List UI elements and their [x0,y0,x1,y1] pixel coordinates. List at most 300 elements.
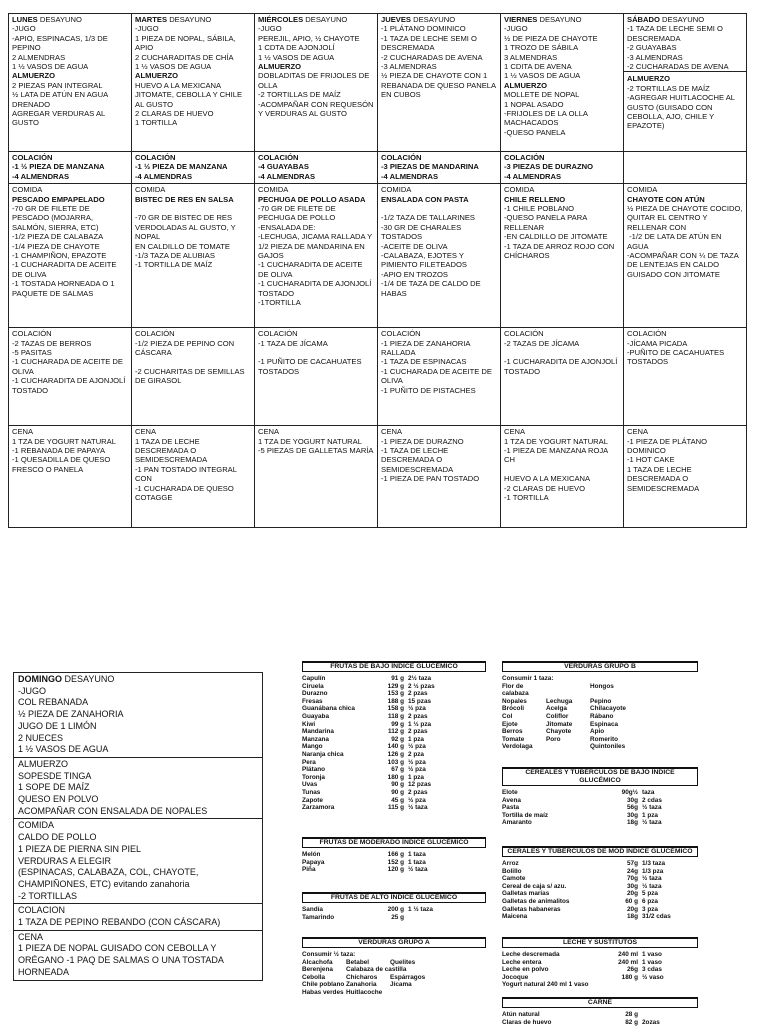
table-cell: 180 g [621,973,638,981]
table-cell: 1 pza [408,773,424,781]
table-cell: 30g [626,796,638,804]
morning-snack-cell-jueves [378,152,501,184]
meal-dish: PECHUGA DE POLLO ASADA [258,194,366,204]
table-title: FRUTAS DE BAJO ÍNDICE GLUCÉMICO [302,661,486,672]
table-cell: 118 g [388,712,404,720]
lunch-title: ALMUERZO [627,74,671,84]
vegetables-group-a-panel [302,937,486,997]
table-row [502,736,698,744]
lunch-line: AGREGAR VERDURAS AL GUSTO [12,109,108,128]
table-row [502,898,698,906]
table-cell: Espárragos [390,973,426,981]
table-row [502,906,698,914]
snack-title: COLACIÓN [135,153,176,162]
table-row [302,866,486,874]
sunday-breakfast-line: -JUGO [18,685,46,696]
table-cell: Acelga [546,705,567,713]
table-cell: 25 g [391,913,404,921]
snack-line: -1 ½ PIEZA DE MANZANA [12,162,105,172]
sunday-meal-line: CALDO DE POLLO [18,832,97,843]
sunday-lunch-line: 1 SOPE DE MAÍZ [18,782,90,793]
table-cell: Sandía [302,906,323,913]
breakfast-line: -JUGO [504,24,528,34]
snack-title: COLACIÓN [381,329,421,339]
meal-title: COMIDA [627,185,658,195]
table-cell: 28 g [625,1011,638,1018]
breakfast-cell-viernes [501,14,624,152]
table-row [502,705,698,713]
table-cell: 60 g [625,897,638,905]
meal-line: -70 GR DE FILETE DE PECHUGA DE POLLO [258,204,338,223]
table-row [302,966,486,974]
snack-title: COLACIÓN [258,329,298,339]
snack-line [258,348,374,357]
snack-line: -4 ALMENDRAS [381,171,439,181]
dinner-title: CENA [504,427,526,437]
table-cell: ½ pza [408,743,426,751]
table-cell: ½ pza [408,796,426,804]
table-cell: Papaya [302,858,325,866]
table-row [502,728,698,736]
table-row [502,721,698,729]
table-row [302,774,486,782]
table-cell: 6 pza [642,897,658,905]
table-row [502,913,698,921]
table-title: LECHE Y SUSTITUTOS [502,937,698,948]
sunday-meal-title: COMIDA [18,820,54,831]
lunch-title: ALMUERZO [135,71,179,81]
breakfast-word: DESAYUNO [539,15,582,24]
meal-line: -1/4 DE TAZA DE CALDO DE HABAS [381,279,483,298]
lunch-line: -2 TORTILLAS DE MAÍZ [627,83,710,93]
table-cell: Huitlacoche [346,988,383,996]
table-cell: 3 pza [642,905,658,913]
lunch-line: 1 NOPAL ASADO [504,99,564,109]
table-cell: Tunas [302,788,321,796]
table-row [502,797,698,805]
table-cell: 56g [626,804,638,812]
table-row [502,890,698,898]
snack-title: COLACIÓN [12,329,52,339]
table-row [302,981,486,989]
table-cell: taza [642,789,655,796]
afternoon-snack-cell-martes [132,328,255,426]
table-cell: Guayaba [302,712,329,720]
snack-line: -4 ALMENDRAS [258,171,316,181]
meal-line: -LECHUGA, JICAMA RALLADA Y 1/2 PIEZA DE MANDARINA EN GAJOS [258,232,375,261]
table-row [502,789,698,797]
breakfast-word: DESAYUNO [305,15,348,24]
fruits-high-gi-panel [302,892,486,921]
afternoon-snack-cell-lunes [9,328,132,426]
table-cell: Betabel [346,958,370,966]
table-row [302,751,486,759]
dinner-line: -1 CUCHARADA DE QUESO COTAGGE [135,483,236,503]
dinner-line: -1 PIEZA DE DURAZNO [381,436,464,446]
table-row [302,797,486,805]
table-row [302,690,486,698]
table-cell: 90 g [391,781,404,789]
table-cell: Col [502,712,513,720]
table-cell: Ciruela [302,682,324,690]
table-cell: 24g [626,867,638,875]
meal-line: -APIO EN TROZOS [381,269,448,279]
snack-line: -4 GUAYABAS [258,162,309,172]
dinner-title: CENA [135,427,157,437]
table-cell: Guanábana chica [302,705,355,713]
table-cell: Tomate [502,735,525,743]
table-cell [598,981,642,989]
breakfast-line: ½ DE PIEZA DE CHAYOTE [504,33,598,43]
table-cell: 92 g [391,735,404,743]
dinner-line: 1 TAZA DE LECHE DESCREMADA O SEMIDESCREMADA [627,464,700,493]
table-cell: Mango [302,743,323,751]
sunday-meal-line: VERDURAS A ELEGIR [18,855,112,866]
table-cell: ½ pza [408,758,426,766]
table-cell: Avena [502,796,521,804]
table-cell: Cebolla [302,973,326,981]
table-cell: Zapote [302,796,323,804]
table-cell: 1 taza [408,858,426,866]
meal-dish: PESCADO EMPAPELADO [12,194,105,204]
table-cell: Berenjena [302,966,333,974]
table-cell: 120 g [387,866,404,874]
table-cell: Apio [590,728,605,736]
snack-line: -JÍCAMA PICADA [627,338,688,348]
table-cell: ½ taza [642,804,662,812]
table-cell: Claras de huevo [502,1018,552,1026]
fruits-moderate-gi-panel [302,837,486,874]
table-cell: 1 pza [408,735,424,743]
lunch-title: ALMUERZO [258,62,302,72]
meal-cell-jueves [378,184,501,328]
table-cell: Zanahoria [346,981,377,989]
day-name: LUNES [12,15,38,24]
table-row [302,789,486,797]
table-cell: Jocoque [502,973,529,981]
sunday-snack-title: COLACION [18,905,66,916]
table-cell: 1 taza [408,851,426,858]
table-cell: 18g [626,913,638,921]
breakfast-cell-sábado [624,14,747,152]
table-cell [546,743,590,751]
breakfast-word: DESAYUNO [413,15,456,24]
table-row [502,819,698,827]
dinner-cell-lunes [9,426,132,528]
table-row [502,966,698,974]
meal-dish: CHAYOTE CON ATÚN [627,194,705,204]
sunday-dinner-title: CENA [18,931,44,942]
table-cell: 18g [626,819,638,827]
table-row [502,860,698,868]
snack-line: -3 PIEZAS DE DURAZNO [504,162,594,172]
dinner-line: -1 TAZA DE LECHE DESCREMADA O SEMIDESCREMADA [381,446,454,474]
table-cell [642,981,682,989]
table-cell: 112 g [388,728,404,736]
snack-title: COLACIÓN [258,153,299,162]
table-cell: 240 ml [618,951,638,958]
table-cell [390,989,434,997]
morning-snack-cell-viernes [501,152,624,184]
lunch-line: 2 CLARAS DE HUEVO [135,109,214,119]
sunday-meal-line: -2 TORTILLAS [18,890,78,901]
meal-title: COMIDA [504,185,535,195]
meal-cell-martes [132,184,255,328]
meal-line: -EN CALDILLO DE JITOMATE [504,232,608,242]
meal-dish: ENSALADA CON PASTA [381,194,469,204]
table-cell: Yogurt natural 240 ml 1 vaso [502,981,589,989]
meal-title: COMIDA [12,185,43,195]
lunch-line: -2 TORTILLAS DE MAÍZ [258,90,341,100]
meal-cell-viernes [501,184,624,328]
table-title: VERDURAS GRUPO A [302,937,486,948]
table-cell: 1 vaso [642,958,662,966]
meal-title: COMIDA [135,185,166,195]
cereals-low-gi-panel [502,767,698,827]
dinner-title: CENA [381,427,403,437]
snack-line: -1 ½ PIEZA DE MANZANA [135,162,228,172]
lunch-title: ALMUERZO [12,71,56,81]
breakfast-line: -APIO, ESPINACAS, 1/3 DE PEPINO [12,33,110,53]
snack-title: COLACIÓN [12,153,53,162]
table-cell: ½ taza [642,882,662,890]
meal-line: -1 CUCHARADITA DE AJONJOLÍ TOSTADO [258,279,374,298]
table-cell: Mandarina [302,728,334,736]
meal-line: -1/4 PIEZA DE CHAYOTE [12,241,100,251]
dinner-cell-miércoles [255,426,378,528]
breakfast-line: 1 TROZO DE SÁBILA [504,43,579,53]
lunch-line: -ACOMPAÑAR CON REQUESÓN Y VERDURAS AL GUSTO [258,99,376,119]
breakfast-line: -1 TAZA DE LECHE SEMI O DESCREMADA [627,24,726,43]
table-cell: 2 pzas [408,788,428,796]
table-cell: 1 pza [642,811,658,819]
dinner-line: HUEVO A LA MEXICANA [504,474,591,484]
afternoon-snack-cell-sábado [624,328,747,426]
meal-line: -70 GR DE FILETE DE PESCADO (MOJARRA, SALMÓN, SIERRA, ETC) [12,204,99,232]
snack-line: -1 PIEZA DE ZANAHORIA RALLADA [381,338,473,358]
table-cell: Arroz [502,860,519,867]
lunch-line: DOBLADITAS DE FRIJOLES DE OLLA [258,71,372,90]
breakfast-line: 1 ½ VASOS DE AGUA [135,62,212,72]
table-cell: Brócoli [502,705,525,713]
dinner-cell-sábado [624,426,747,528]
table-cell: ½ taza [408,866,428,874]
meal-line: -30 GR DE CHARALES TOSTADOS [381,222,464,242]
weekly-meal-plan-table [8,13,747,528]
table-cell: Lechuga [546,697,573,705]
snack-line: -4 ALMENDRAS [135,171,193,181]
sunday-breakfast-line: 1 ½ VASOS DE AGUA [18,744,109,755]
snack-line: -1 PUÑITO DE CACAHUATES TOSTADOS [258,357,364,376]
table-cell: Pera [302,758,316,766]
sunday-dinner-cell [14,930,263,980]
table-row [502,1019,698,1026]
dinner-title: CENA [627,427,649,437]
meal-line: -70 GR DE BISTEC DE RES VERDOLADAS AL GUSTO, Y NOPAL [135,213,238,242]
table-cell: Maicena [502,913,528,921]
dinner-line: -1 QUESADILLA DE QUESO FRESCO O PANELA [12,455,113,474]
table-cell: 99 g [391,720,404,728]
morning-snack-cell-miércoles [255,152,378,184]
table-row [302,713,486,721]
table-cell: 2 pzas [408,728,428,736]
table-cell: Chilacayote [590,705,626,713]
table-row [502,683,698,698]
meal-line: -1 CHAMPIÑON, EPAZOTE [12,251,107,261]
table-cell: Chícharos [346,973,378,981]
snack-line: -1 TAZA DE JÍCAMA [258,338,328,348]
table-cell: Pepino [590,697,612,705]
dinner-line: -1 PIEZA DE PAN TOSTADO [381,474,480,484]
table-cell: Ejote [502,720,518,728]
table-cell: Cereal de caja s/ azu. [502,882,567,890]
table-cell: 115 g [388,804,404,812]
snack-line: -1/2 PIEZA DE PEPINO CON CÁSCARA [135,338,237,358]
table-row [502,743,698,751]
table-cell: Piña [302,866,316,874]
dinner-line: -5 PIEZAS DE GALLETAS MARÍA [258,446,374,456]
table-cell: 1/3 pza [642,867,664,875]
table-cell: 1 ½ taza [408,906,433,913]
breakfast-line: 1 ½ VASOS DE AGUA [258,52,335,62]
day-name: MARTES [135,15,168,24]
table-cell: 2 pza [408,750,424,758]
sunday-breakfast-line: 2 NUECES [18,732,64,743]
table-cell: Calabaza de castilla [346,966,407,974]
table-cell: 2 pzas [408,690,428,698]
breakfast-line: -2 GUAYABAS [627,43,677,53]
dinner-line: -1 PIEZA DE PLÁTANO DOMINICO [627,436,710,456]
table-cell: 103 g [387,758,404,766]
meal-line [381,204,497,213]
meal-line: -1 CUCHARADITA DE ACEITE DE OLIVA [258,260,365,279]
breakfast-line: -2 CUCHARADAS DE AVENA [627,62,729,72]
table-cell: 67 g [391,766,404,774]
breakfast-cell-martes [132,14,255,152]
table-cell: Atún natural [502,1011,540,1018]
dinner-line [504,465,620,474]
table-cell: ½ pza [408,766,426,774]
table-cell: Naranja chica [302,750,344,758]
table-cell: Leche entera [502,958,542,966]
breakfast-line: -3 ALMENDRAS [381,62,437,72]
breakfast-line: 1 CDTA DE AJONJOLÍ [258,43,335,53]
vegetables-group-b-panel [502,661,698,751]
meal-line: -CALABAZA, EJOTES Y PIMIENTO FILETEADOS [381,251,467,270]
fruits-low-gi-panel [302,661,486,812]
meal-line: -1 CHILE POBLANO [504,204,575,214]
table-row [502,698,698,706]
table-cell: 3 cdas [642,966,662,974]
table-cell: Pasta [502,804,520,812]
lunch-line: ½ PIEZA DE CHAYOTE CON 1 REBANADA DE QUESO PANELA EN CUBOS [381,71,498,100]
meal-line: -1 TAZA DE ARROZ ROJO CON CHÍCHAROS [504,241,617,261]
sunday-snack-line: 1 TAZA DE PEPINO REBANDO (CON CÁSCARA) [18,917,221,928]
snack-line: -4 ALMENDRAS [12,171,70,181]
table-cell: 2 pzas [408,712,428,720]
dinner-title: CENA [258,427,280,437]
meal-line: ½ PIEZA DE CHAYOTE COCIDO, QUITAR EL CENTRO Y RELLENAR CON [627,204,745,232]
table-row [302,728,486,736]
table-cell: ½ taza [642,819,662,827]
table-row [502,974,698,982]
table-cell: Kiwi [302,720,316,728]
lunch-line: -AGREGAR HUITLACOCHE AL GUSTO (GUISADO CON CEBOLLA, AJO, CHILE Y EPAZOTE) [627,93,737,131]
table-cell: Espinaca [590,720,619,728]
table-row [502,812,698,820]
snack-line [504,348,620,357]
table-title: FRUTAS DE MODERADO ÍNDICE GLUCÉMICO [302,837,486,848]
table-row [302,959,486,967]
table-row [302,698,486,706]
table-cell: Chayote [546,728,572,736]
dinner-title: CENA [12,427,34,437]
table-row [502,875,698,883]
table-cell: 2 cdas [642,796,662,804]
snack-title: COLACIÓN [504,153,545,162]
sunday-day-name: DOMINGO [18,674,62,684]
snack-line: -1 CUCHARADITA DE AJONJOLÍ TOSTADO [504,357,620,376]
table-row [302,675,486,683]
sunday-snack-cell [14,904,263,930]
table-title: FRUTAS DE ALTO ÍNDICE GLUCÉMICO [302,892,486,903]
breakfast-line: -JUGO [258,24,282,34]
table-title: CERALES Y TUBÉRCULOS DE MOD ÍNDICE GLUCÉMICO [502,846,698,857]
afternoon-snack-cell-jueves [378,328,501,426]
breakfast-line: 2 CUCHARADITAS DE CHÍA [135,52,234,62]
meal-line: -1/2 DE LATA DE ATÚN EN AGUA [627,232,724,251]
snack-line: -1 TAZA DE ESPINACAS [381,357,467,367]
table-cell: ½ vaso [642,973,664,981]
afternoon-snack-cell-miércoles [255,328,378,426]
table-cell: 140 g [387,743,404,751]
table-intro: Consumir ½ taza: [302,951,356,958]
table-cell: 2ozas [642,1018,660,1026]
table-cell: 31/2 cdas [642,913,671,921]
table-cell: Habas verdes [302,988,344,996]
table-cell: 240 ml [618,958,638,966]
table-cell: 180 g [387,773,404,781]
table-cell: Zarzamora [302,804,335,812]
table-cell: Fresas [302,697,323,705]
snack-title: COLACIÓN [135,329,175,339]
table-row [302,705,486,713]
table-cell [426,966,470,974]
meal-line: -1 TOSTADA HORNEADA O 1 PAQUETE DE SALMAS [12,279,117,298]
meal-line [135,204,251,213]
breakfast-line: -1 PLÁTANO DOMINICO [381,24,466,34]
snack-line: -5 PASITAS [12,348,52,358]
table-cell [642,1011,682,1019]
table-cell: 2 ½ pzas [408,682,435,690]
day-name: VIERNES [504,15,538,24]
meal-cell-miércoles [255,184,378,328]
table-cell: ½ taza [642,875,662,883]
meal-cell-sábado [624,184,747,328]
snack-line: -1 CUCHARADA DE ACEITE DE OLIVA [381,366,495,386]
sunday-lunch-line: SOPESDE TINGA [18,770,92,781]
table-cell: 1/3 taza [642,860,666,867]
dinner-line: -1 PIEZA DE MANZANA ROJA CH [504,446,610,465]
table-cell: 1 vaso [642,951,662,958]
table-cell: Manzana [302,735,329,743]
table-row [502,804,698,812]
breakfast-word: DESAYUNO [169,15,212,24]
dinner-line: 1 TZA DE YOGURT NATURAL [504,436,608,446]
sunday-dinner-line: 1 PIEZA DE NOPAL GUISADO CON CEBOLLA Y ORÉGANO -1 PAQ DE SALMAS O UNA TOSTADA HORNEADA [18,943,224,977]
table-cell: 152 g [387,858,404,866]
sunday-breakfast-line: ½ PIEZA DE ZANAHORIA [18,709,124,720]
